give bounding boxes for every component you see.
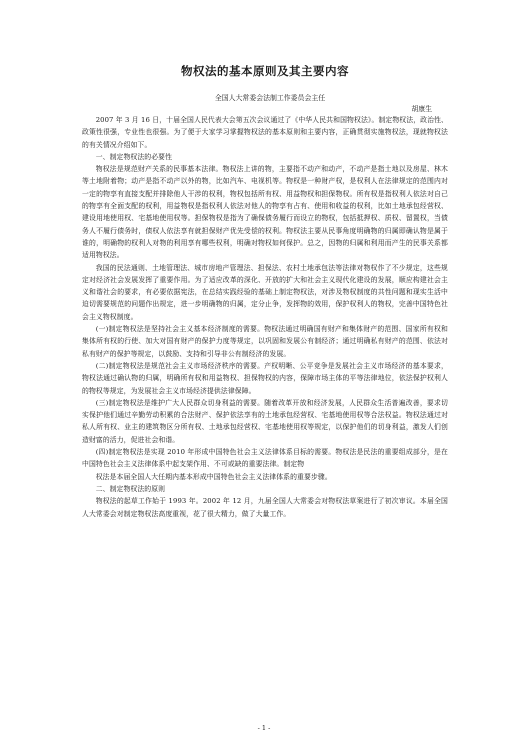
body-paragraph: 物权法的起草工作始于 1993 年。2002 年 12 月，九届全国人大常委会对物权法草案进行了初次审议。本届全国人大常委会对制定物权法高度重视，花了很大精力，做了大量工作。 — [82, 497, 448, 518]
author-affiliation: 全国人大常委会法制工作委员会主任 — [214, 94, 326, 102]
body-paragraph: (一)制定物权法是坚持社会主义基本经济制度的需要。物权法通过明确国有财产和集体财产的范围、国家所有权和集体所有权的行使、加大对国有财产的保护力度等规定，以巩固和发展公有制经济；通过明确私有财产的范围、依法对私有财产的保护等规定，以鼓励、支持和引导非公有制经济的发展。 — [82, 325, 448, 358]
intro-paragraph: 2007 年 3 月 16 日，十届全国人民代表大会第五次会议通过了《中华人民共和国物权法》。制定物权法，政治性、政策性很强，专业性也很强。为了便于大家学习掌握物权法的基本原则和主要内容，正确贯彻实施物权法，现就物权法的有关情况介绍如下。 — [82, 116, 448, 149]
document-body — [82, 114, 448, 520]
page-number: - 1 - — [257, 724, 271, 732]
document-page — [82, 64, 448, 520]
author-name: 胡康生 — [411, 105, 432, 113]
body-paragraph: (三)制定物权法是维护广大人民群众切身利益的需要。随着改革开放和经济发展，人民群众生活普遍改善，要求切实保护他们通过辛勤劳动积累的合法财产、保护依法享有的土地承包经营权、宅基地使用权等合法权益。物权法通过对私人所有权、业主的建筑物区分所有权、土地承包经营权、宅基地使用权等规定，以保护他们的切身利益，激发人们创造财富的活力，促进社会和谐。 — [82, 398, 448, 444]
section-heading-2: 二、制定物权法的原则 — [95, 484, 166, 493]
body-paragraph: 我国的民法通则、土地管理法、城市房地产管理法、担保法、农村土地承包法等法律对物权作了不少规定，这些规定对经济社会发展发挥了重要作用。为了适应改革的深化、开放的扩大和社会主义现代化建设的发展，顺应构建社会主义和谐社会的要求，有必要依据宪法，在总结实践经验的基础上制定物权法，对涉及物权制度的共性问题和现实生活中迫切需要规范的问题作出规定，进一步明确物的归属，定分止争，发挥物的效用，保护权利人的物权，完善中国特色社会主义物权制度。 — [82, 263, 448, 321]
section-heading-1: 一、制定物权法的必要性 — [95, 152, 173, 161]
body-paragraph: 权法是本届全国人大任期内基本形成中国特色社会主义法律体系的重要步骤。 — [95, 472, 332, 481]
body-paragraph: (四)制定物权法是实现 2010 年形成中国特色社会主义法律体系目标的需要。物权法是民法的重要组成部分，是在中国特色社会主义法律体系中起支架作用、不可或缺的重要法律。制定物 — [82, 448, 448, 469]
body-paragraph: 物权法是规范财产关系的民事基本法律。物权法上讲的物，主要指不动产和动产，不动产是指土地以及房屋、林木等土地附着物；动产是指不动产以外的物，比如汽车、电视机等。物权是一种财产权，是权利人在法律规定的范围内对一定的物享有直接支配并排除他人干涉的权利，物权包括所有权、用益物权和担保物权。所有权是指权利人依法对自己的物享有全面支配的权利，用益物权是指权利人依法对他人的物享有占有、使用和收益的权利，比如土地承包经营权、建设用地使用权、宅基地使用权等。担保物权是指为了确保债务履行而设立的物权，包括抵押权、质权、留置权，当债务人不履行债务时，债权人依法享有就担保财产优先受偿的权利。物权法主要从民事角度明确物的归属即确认物是属于谁的，明确物的权利人对物的利用享有哪些权利，明确对物权如何保护。总之，因物的归属和利用而产生的民事关系都适用物权法。 — [82, 165, 448, 260]
document-title: 物权法的基本原则及其主要内容 — [181, 64, 349, 78]
body-paragraph: (二)制定物权法是规范社会主义市场经济秩序的需要。产权明晰、公平竞争是发展社会主义市场经济的基本要求，物权法通过确认物的归属，明确所有权和用益物权、担保物权的内容，保障市场主体的平等法律地位，依法保护权利人的物权等规定，为发展社会主义市场经济提供法律保障。 — [82, 361, 448, 395]
